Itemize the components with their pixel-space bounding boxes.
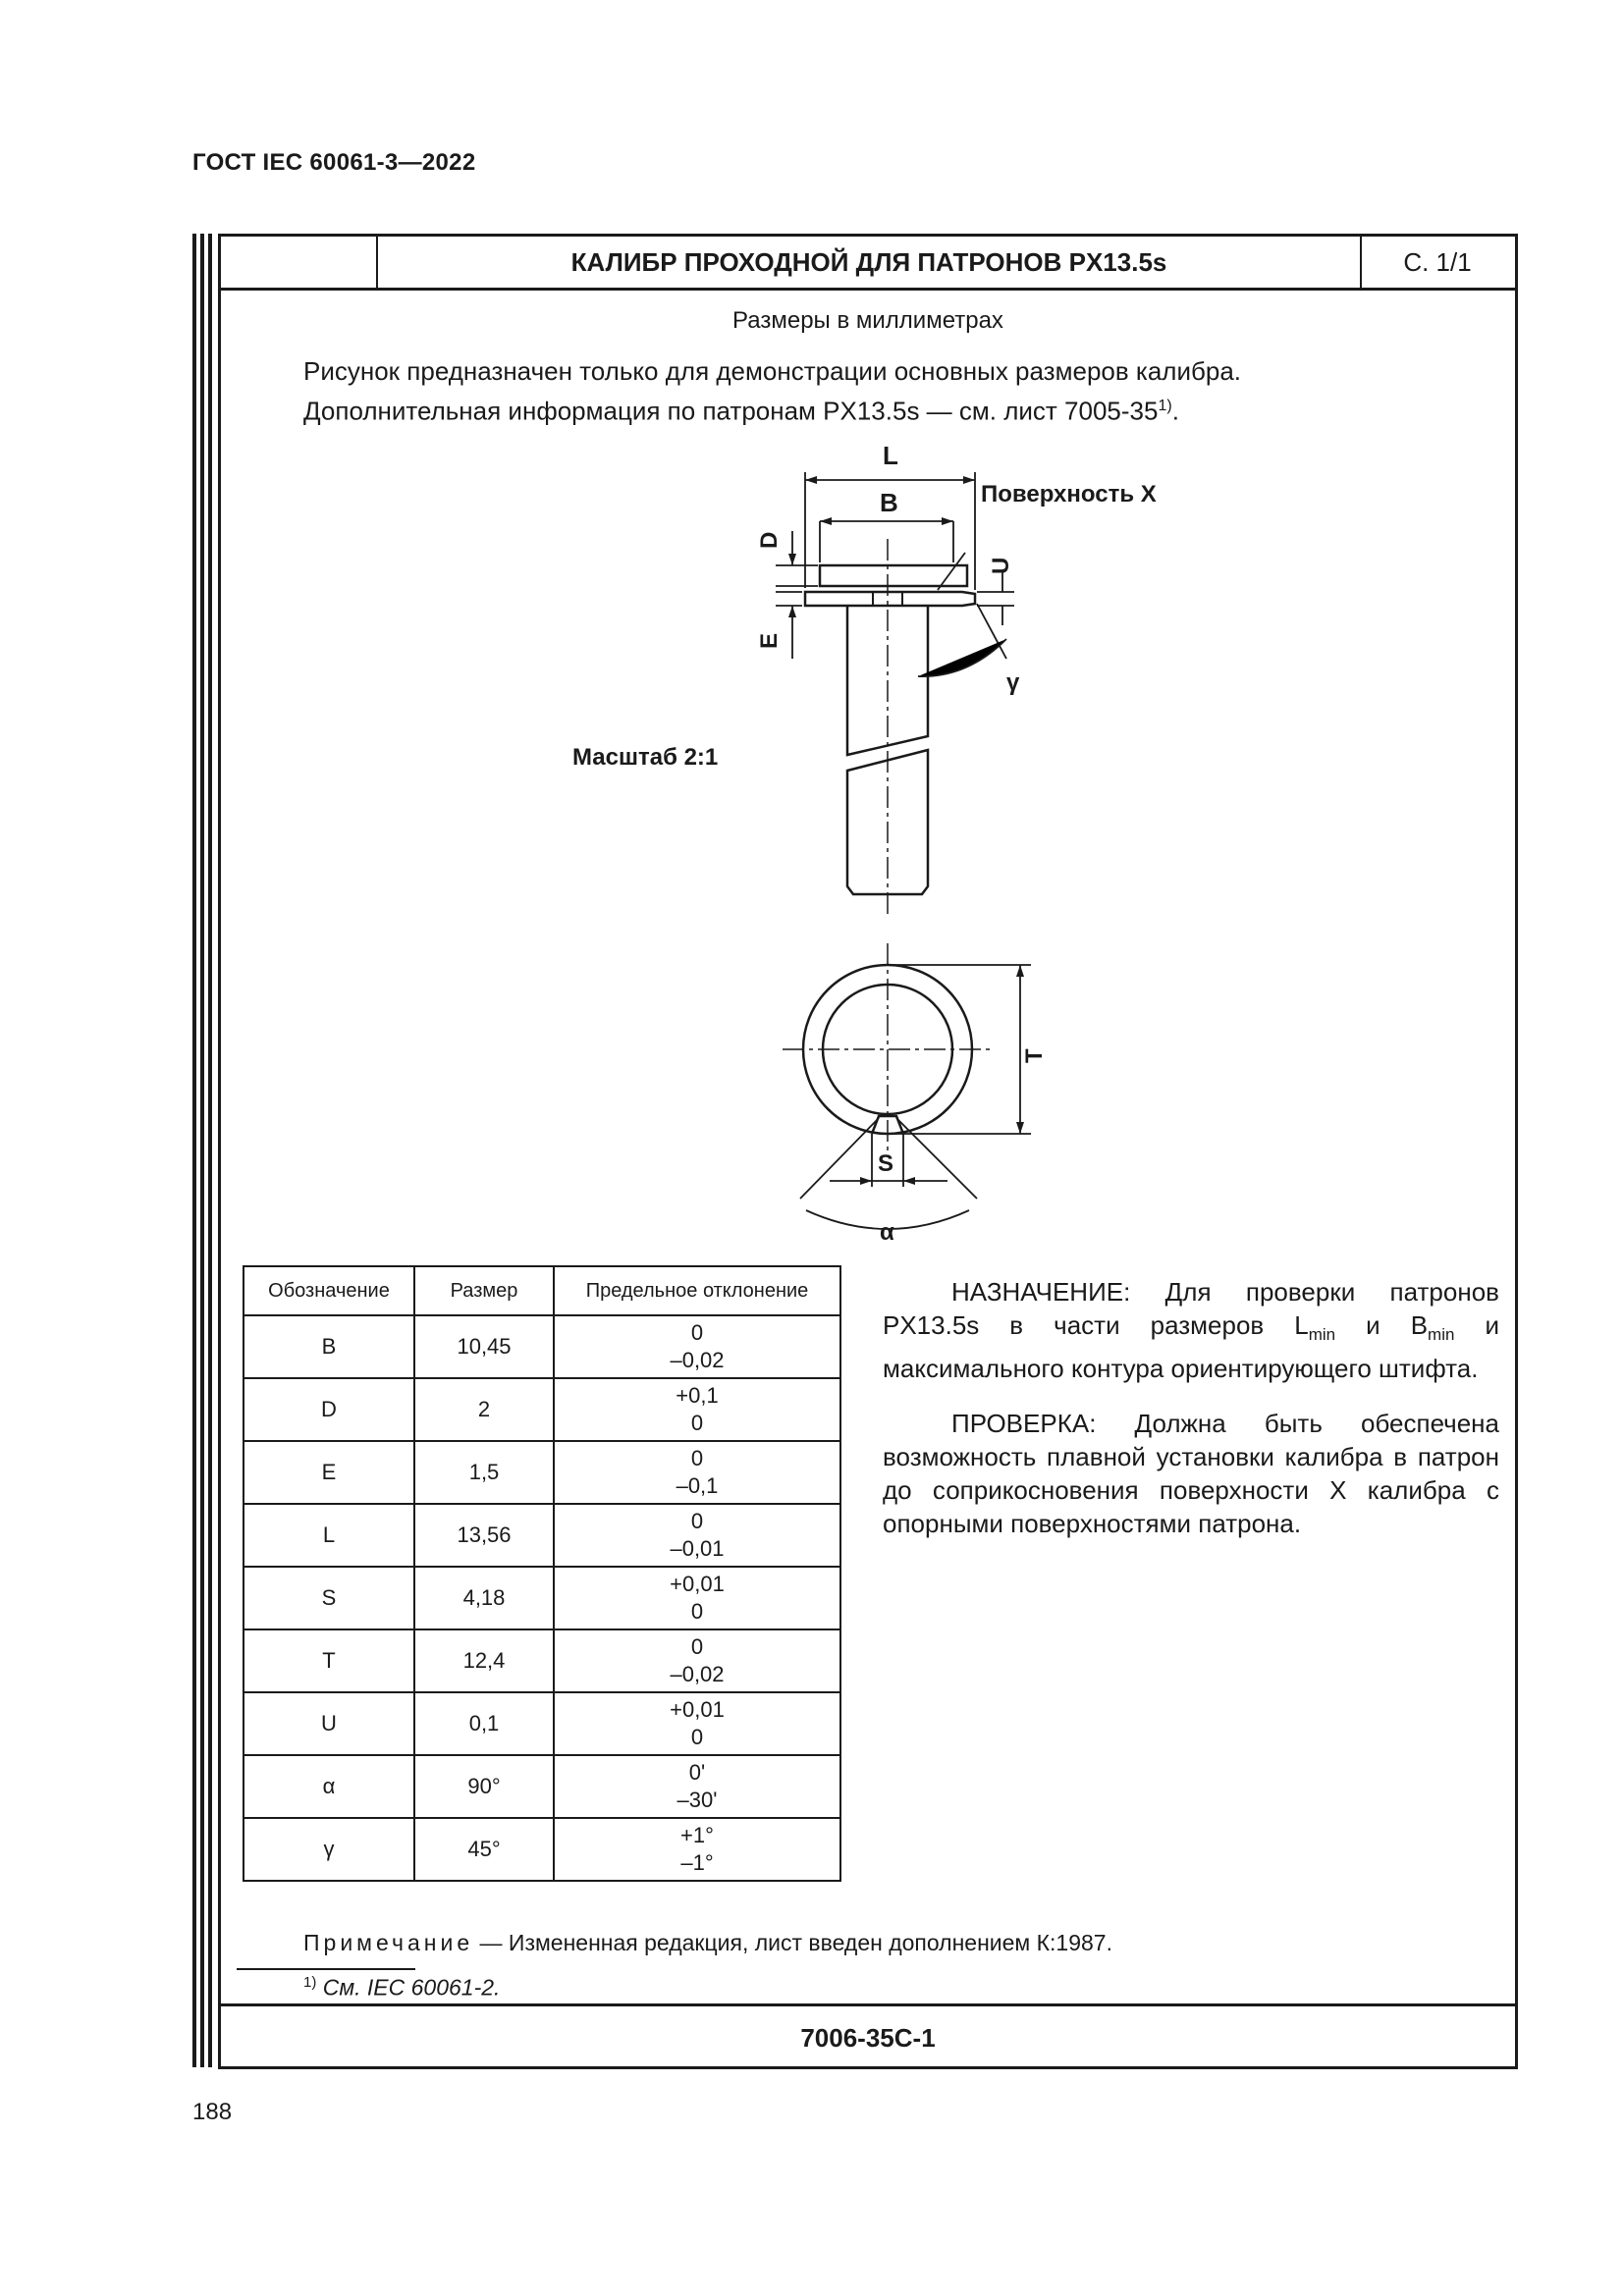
tol-upper: 0 xyxy=(690,1446,704,1470)
table-row xyxy=(243,1818,840,1881)
intro-line-1: Рисунок предназначен только для демонстрации основных размеров калибра. xyxy=(303,356,1242,386)
cell-tolerance xyxy=(554,1818,840,1881)
tol-lower: 0 xyxy=(690,1411,704,1435)
cell-size: 1,5 xyxy=(414,1441,554,1504)
dimensions-table xyxy=(243,1265,841,1882)
table-row xyxy=(243,1378,840,1441)
table-header-row xyxy=(243,1266,840,1315)
scale-label: Масштаб 2:1 xyxy=(572,744,719,771)
cell-symbol: γ xyxy=(243,1818,414,1881)
tol-upper: +1° xyxy=(680,1823,714,1847)
cell-symbol: α xyxy=(243,1755,414,1818)
tol-lower: –30' xyxy=(676,1788,718,1812)
tol-upper: 0 xyxy=(690,1634,704,1659)
cell-tolerance xyxy=(554,1315,840,1378)
note-label: Примечание xyxy=(303,1930,474,1955)
tol-lower: –0,02 xyxy=(670,1662,725,1686)
cell-symbol: S xyxy=(243,1567,414,1629)
tol-upper: 0 xyxy=(690,1320,704,1345)
cell-size: 13,56 xyxy=(414,1504,554,1567)
tol-upper: +0,01 xyxy=(670,1697,725,1722)
col-header-symbol: Обозначение xyxy=(243,1266,414,1315)
footnote-mark: 1) xyxy=(303,1974,317,1991)
standard-designation: ГОСТ IEC 60061-3—2022 xyxy=(192,149,476,176)
label-gamma: γ xyxy=(1006,669,1020,696)
table-row xyxy=(243,1441,840,1504)
surface-x-label: Поверхность X xyxy=(981,481,1157,507)
tol-lower: 0 xyxy=(690,1599,704,1624)
cell-tolerance xyxy=(554,1567,840,1629)
table-row xyxy=(243,1755,840,1818)
gauge-drawing xyxy=(221,237,1515,1257)
label-D: D xyxy=(756,531,783,549)
margin-rule xyxy=(192,234,196,2067)
table-row xyxy=(243,1692,840,1755)
sheet-code: 7006-35C-1 xyxy=(221,2003,1515,2069)
cell-symbol: L xyxy=(243,1504,414,1567)
footnote-rule xyxy=(237,1968,415,1970)
cell-tolerance xyxy=(554,1755,840,1818)
cell-size: 10,45 xyxy=(414,1315,554,1378)
tol-lower: –1° xyxy=(680,1850,714,1875)
cell-tolerance xyxy=(554,1504,840,1567)
cell-tolerance xyxy=(554,1629,840,1692)
label-T: T xyxy=(1021,1048,1048,1063)
purpose-text-b: и B xyxy=(1335,1310,1429,1340)
check-paragraph: ПРОВЕРКА: Должна быть обеспечена возможность плавной установки калибра в патрон до соприкосновения поверхности X калибра с опорными поверхностями патрона. xyxy=(883,1409,1499,1538)
purpose-sub-min-1: min xyxy=(1308,1325,1336,1345)
tol-lower: 0 xyxy=(690,1725,704,1749)
cell-size: 2 xyxy=(414,1378,554,1441)
intro-line-2-end: . xyxy=(1171,396,1179,426)
intro-line-2-text: Дополнительная информация по патронам PX13.5s — см. лист 7005-35 xyxy=(303,396,1159,426)
gauge-flange xyxy=(805,592,975,606)
label-L: L xyxy=(883,441,898,470)
sheet-title: КАЛИБР ПРОХОДНОЙ ДЛЯ ПАТРОНОВ PX13.5s xyxy=(376,237,1362,288)
label-S: S xyxy=(878,1150,894,1177)
units-note: Размеры в миллиметрах xyxy=(732,307,1003,334)
tol-lower: –0,1 xyxy=(676,1473,719,1498)
cell-symbol: E xyxy=(243,1441,414,1504)
note-text: — Измененная редакция, лист введен дополнением К:1987. xyxy=(473,1930,1112,1955)
table-row xyxy=(243,1315,840,1378)
cell-size: 0,1 xyxy=(414,1692,554,1755)
label-U: U xyxy=(988,557,1014,574)
sheet-page: С. 1/1 xyxy=(1403,246,1472,277)
tol-lower: –0,02 xyxy=(670,1348,725,1372)
col-header-size: Размер xyxy=(414,1266,554,1315)
purpose-sub-min-2: min xyxy=(1428,1325,1455,1345)
margin-rule xyxy=(208,234,212,2067)
tol-upper: 0 xyxy=(690,1509,704,1533)
label-B: B xyxy=(880,488,898,517)
margin-rule xyxy=(200,234,204,2067)
purpose-paragraph xyxy=(883,1275,1499,1385)
label-E: E xyxy=(756,632,783,649)
table-row xyxy=(243,1504,840,1567)
cell-symbol: U xyxy=(243,1692,414,1755)
sheet-frame xyxy=(218,234,1518,2069)
cell-size: 45° xyxy=(414,1818,554,1881)
footnote-ref: 1) xyxy=(1158,398,1172,414)
tol-lower: –0,01 xyxy=(670,1536,725,1561)
cell-size: 4,18 xyxy=(414,1567,554,1629)
cell-size: 12,4 xyxy=(414,1629,554,1692)
tol-upper: +0,1 xyxy=(676,1383,719,1408)
cell-symbol: T xyxy=(243,1629,414,1692)
page-number: 188 xyxy=(192,2099,233,2125)
footnote-text: См. IEC 60061-2. xyxy=(322,1974,501,2001)
gauge-head xyxy=(820,565,967,586)
table-row xyxy=(243,1567,840,1629)
table-row xyxy=(243,1629,840,1692)
note xyxy=(303,1930,1112,1956)
col-header-tolerance: Предельное отклонение xyxy=(554,1266,840,1315)
cell-size: 90° xyxy=(414,1755,554,1818)
cell-tolerance xyxy=(554,1378,840,1441)
tol-upper: +0,01 xyxy=(670,1572,725,1596)
cell-tolerance xyxy=(554,1441,840,1504)
cell-symbol: D xyxy=(243,1378,414,1441)
label-alpha: α xyxy=(880,1219,894,1246)
purpose-text-c: и максимального контура ориентирующего штифта. xyxy=(883,1310,1500,1384)
footnote xyxy=(303,1974,500,2002)
purpose-text-a: НАЗНАЧЕНИЕ: Для проверки патронов PX13.5s в части размеров L xyxy=(883,1277,1499,1340)
cell-symbol: B xyxy=(243,1315,414,1378)
tol-upper: 0' xyxy=(688,1760,706,1785)
cell-tolerance xyxy=(554,1692,840,1755)
